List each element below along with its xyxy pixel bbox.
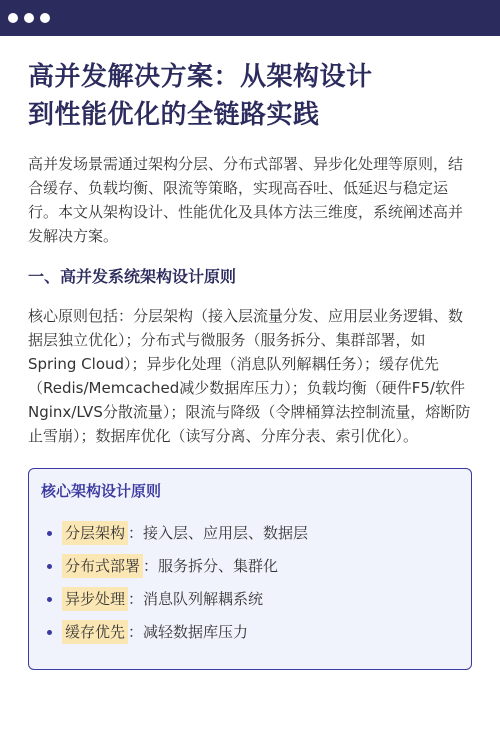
intro-paragraph: 高并发场景需通过架构分层、分布式部署、异步化处理等原则，结合缓存、负载均衡、限流等策略，实现高吞吐、低延迟与稳定运行。本文从架构设计、性能优化及具体方法三维度，系统阐述高并发解决方案。 — [28, 155, 464, 245]
summary-list — [41, 521, 459, 644]
term-separator: ： — [128, 524, 144, 542]
window-control-dot-icon[interactable] — [40, 13, 50, 23]
article — [0, 36, 500, 670]
term-separator: ： — [128, 623, 144, 641]
highlight-term: 缓存优先 — [62, 620, 128, 644]
section-body: 核心原则包括：分层架构（接入层流量分发、应用层业务逻辑、数据层独立优化）；分布式与微服务（服务拆分、集群部署，如Spring Cloud）；异步化处理（消息队列解耦任务）；缓存优先（Redis/Memcached减少数据库压力）；负载均衡（硬件F5/软件Nginx/LVS分散流量）；限流与降级（令牌桶算法控制流量，熔断防止雪崩）；数据库优化（读写分离、分库分表、索引优化）。 — [28, 307, 471, 445]
bullet-icon — [47, 564, 52, 569]
list-item — [47, 620, 459, 644]
summary-box — [28, 468, 472, 670]
term-description: 接入层、应用层、数据层 — [143, 524, 309, 542]
list-item — [47, 587, 459, 611]
term-description: 消息队列解耦系统 — [143, 590, 264, 608]
window-title-bar — [0, 0, 500, 36]
summary-box-title: 核心架构设计原则 — [41, 482, 162, 500]
window-control-dot-icon[interactable] — [8, 13, 18, 23]
highlight-term: 分层架构 — [62, 521, 128, 545]
list-item — [47, 554, 459, 578]
term-separator: ： — [128, 590, 144, 608]
section-heading: 一、高并发系统架构设计原则 — [28, 267, 237, 286]
bullet-icon — [47, 531, 52, 536]
bullet-icon — [47, 597, 52, 602]
article-title — [28, 58, 472, 134]
highlight-term: 异步处理 — [62, 587, 128, 611]
window-control-dot-icon[interactable] — [24, 13, 34, 23]
article-title-line1: 高并发解决方案：从架构设计 — [28, 62, 373, 92]
bullet-icon — [47, 630, 52, 635]
term-description: 减轻数据库压力 — [143, 623, 249, 641]
term-separator: ： — [143, 557, 159, 575]
highlight-term: 分布式部署 — [62, 554, 143, 578]
article-title-line2: 到性能优化的全链路实践 — [28, 100, 320, 130]
list-item — [47, 521, 459, 545]
term-description: 服务拆分、集群化 — [158, 557, 279, 575]
